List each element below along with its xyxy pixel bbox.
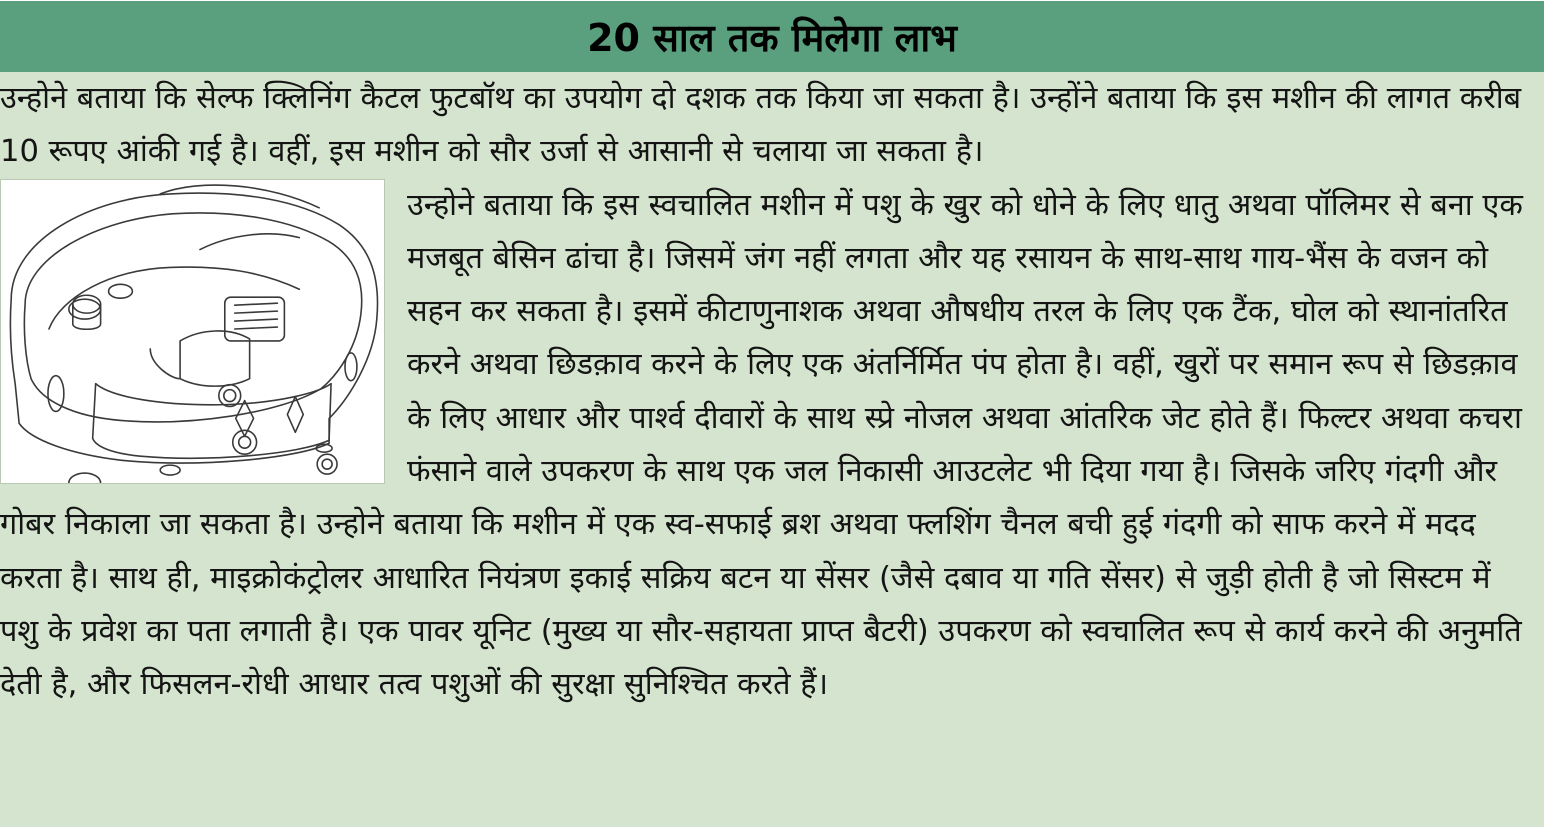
- article-body: [0, 72, 1544, 712]
- section-header: [0, 0, 1544, 72]
- foot-bath-icon: [1, 180, 384, 483]
- section-title: 20 साल तक मिलेगा लाभ: [587, 15, 957, 60]
- foot-bath-illustration: [0, 179, 385, 484]
- intro-paragraph: उन्होने बताया कि सेल्फ क्लिनिंग कैटल फुटबॉथ का उपयोग दो दशक तक किया जा सकता है। उन्होंने बताया कि इस मशीन की लागत करीब 10 रूपए आंकी गई है। वहीं, इस मशीन को सौर उर्जा से आसानी से चलाया जा सकता है।: [0, 81, 1522, 170]
- body-paragraph: उन्होने बताया कि इस स्वचालित मशीन में पशु के खुर को धोने के लिए धातु अथवा पॉलिमर से बना एक मजबूत बेसिन ढांचा है। जिसमें जंग नहीं लगता और यह रसायन के साथ-साथ गाय-भैंस के वजन को सहन कर सकता है। इसमें कीटाणुनाशक अथवा औषधीय तरल के लिए एक टैंक, घोल को स्थानांतरित करने अथवा छिडक़ाव करने के लिए एक अंतर्निर्मित पंप होता है। वहीं, खुरों पर समान रूप से छिडक़ाव के लिए आधार और पार्श्व दीवारों के साथ स्प्रे नोजल अथवा आंतरिक जेट होते हैं। फिल्टर अथवा कचरा फंसाने वाले उपकरण के साथ एक जल निकासी आउटलेट भी दिया गया है। जिसके जरिए गंदगी और गोबर निकाला जा सकता है। उन्होने बताया कि मशीन में एक स्व-सफाई ब्रश अथवा फ्लशिंग चैनल बची हुई गंदगी को साफ करने में मदद करता है। साथ ही, माइक्रोकंट्रोलर आधारित नियंत्रण इकाई सक्रिय बटन या सेंसर (जैसे दबाव या गति सेंसर) से जुड़ी होती है जो सिस्टम में पशु के प्रवेश का पता लगाती है। एक पावर यूनिट (मुख्य या सौर-सहायता प्राप्त बैटरी) उपकरण को स्वचालित रूप से कार्य करने की अनुमति देती है, और फिसलन-रोधी आधार तत्व पशुओं की सुरक्षा सुनिश्चित करते हैं।: [0, 187, 1523, 703]
